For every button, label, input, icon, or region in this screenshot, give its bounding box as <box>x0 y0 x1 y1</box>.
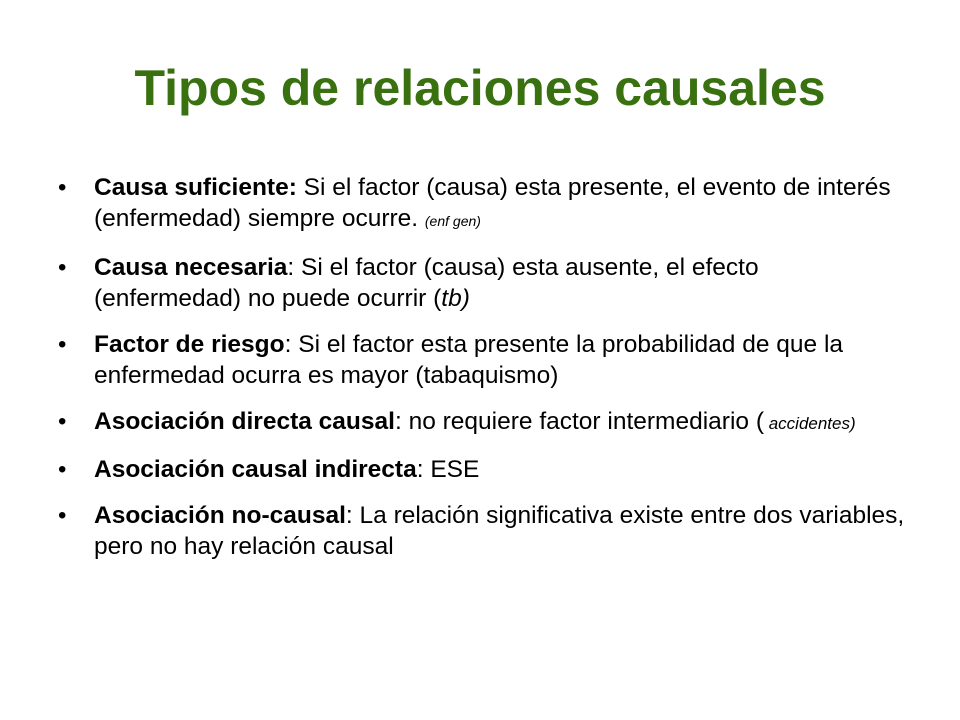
bullet-causa-suficiente <box>58 172 908 237</box>
bullet-asociacion-directa-causal <box>58 406 908 439</box>
bullet-dot: • <box>58 502 67 529</box>
bullet-term: Asociación directa causal <box>94 408 395 435</box>
bullet-text: Si el factor (causa) esta presente, el evento de interés (enfermedad) siempre ocurre. <box>94 174 891 232</box>
bullet-asociacion-causal-indirecta <box>58 454 908 485</box>
bullet-term: Causa suficiente: <box>94 174 297 201</box>
bullet-causa-necesaria <box>58 252 908 314</box>
bullet-text: : La relación significativa existe entre dos variables, pero no hay relación causal <box>94 502 905 560</box>
bullet-term: Asociación causal indirecta <box>94 456 417 483</box>
bullet-list <box>58 172 908 577</box>
bullet-dot: • <box>58 456 67 483</box>
bullet-term: Causa necesaria <box>94 254 288 281</box>
bullet-note: accidentes) <box>763 414 856 433</box>
bullet-note: (enf gen) <box>424 213 481 229</box>
bullet-note: tb) <box>441 285 470 312</box>
bullet-text: : no requiere factor intermediario ( <box>394 408 764 435</box>
bullet-text: : ESE <box>416 456 480 483</box>
bullet-asociacion-no-causal <box>58 500 908 562</box>
bullet-term: Factor de riesgo <box>94 331 285 358</box>
bullet-text: : Si el factor esta presente la probabilidad de que la enfermedad ocurra es mayor (tabaquismo) <box>94 331 844 389</box>
bullet-term: Asociación no-causal <box>94 502 346 529</box>
bullet-text: : Si el factor (causa) esta ausente, el efecto (enfermedad) no puede ocurrir ( <box>94 254 759 312</box>
slide-title: Tipos de relaciones causales <box>134 60 826 116</box>
bullet-factor-de-riesgo <box>58 329 908 391</box>
bullet-dot: • <box>58 408 67 435</box>
bullet-dot: • <box>58 254 67 281</box>
bullet-dot: • <box>58 331 67 358</box>
bullet-dot: • <box>58 174 67 201</box>
